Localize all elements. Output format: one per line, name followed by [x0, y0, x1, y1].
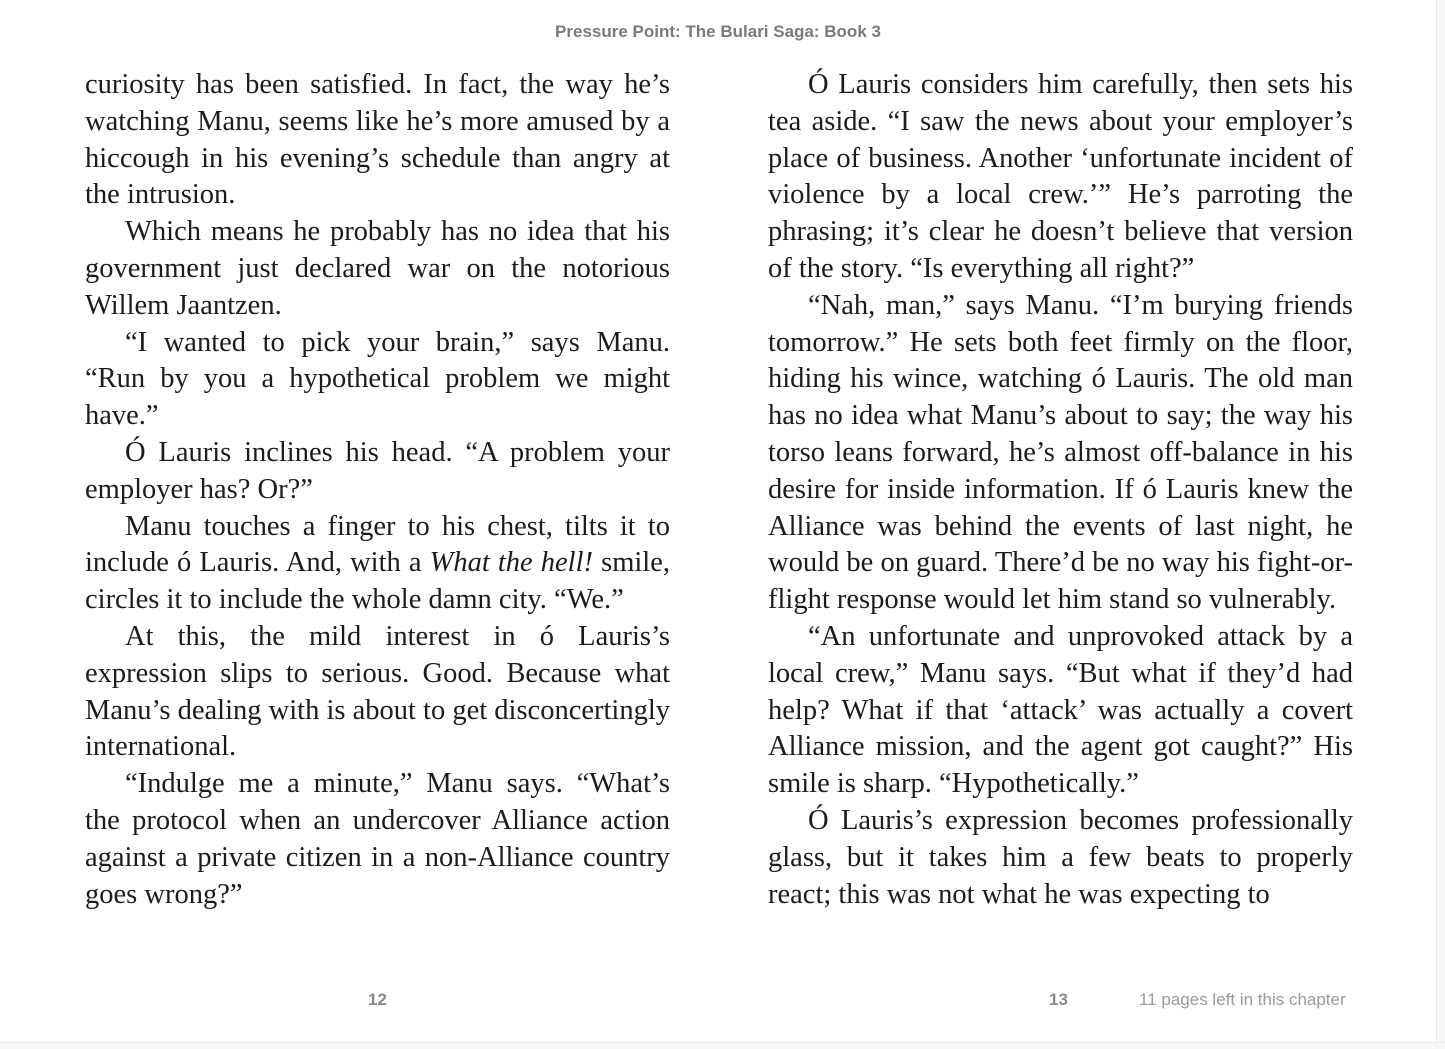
- paragraph: “Indulge me a minute,” Manu says. “What’s the protocol when an undercover Alliance action against a private citizen in a non-Alliance country goes wrong?”: [85, 768, 670, 910]
- paragraph: curiosity has been satisfied. In fact, the way he’s watching Manu, seems like he’s more amused by a hiccough in his evening’s schedule than angry at the intrusion.: [85, 69, 670, 211]
- paragraph: Ó Lauris considers him carefully, then sets his tea aside. “I saw the news about your employer’s place of business. Another ‘unfortunate incident of violence by a local crew.’” He’s parroting the phrasing; it’s clear he doesn’t believe that version of the story. “Is everything all right?”: [768, 69, 1353, 284]
- window-edge-bottom: [0, 1042, 1445, 1049]
- paragraph: “Nah, man,” says Manu. “I’m burying friends tomorrow.” He sets both feet firmly on the floor, hiding his wince, watching ó Lauris. The old man has no idea what Manu’s about to say; the way his torso leans forward, he’s almost off-balance in his desire for inside information. If ó Lauris knew the Alliance was behind the events of last night, he would be on guard. There’d be no way his fight-or-flight response would let him stand so vulnerably.: [768, 289, 1353, 616]
- left-page-number: 12: [368, 990, 387, 1009]
- paragraph: “I wanted to pick your brain,” says Manu. “Run by you a hypothetical problem we might have.”: [85, 326, 670, 432]
- right-page[interactable]: [768, 67, 1353, 913]
- italic-phrase: What the hell!: [429, 547, 594, 579]
- right-page-number: 13: [1049, 990, 1068, 1009]
- paragraph-text: smile, circles it to include the whole damn city. “We.”: [85, 547, 670, 616]
- paragraph: “An unfortunate and unprovoked attack by a local crew,” Manu says. “But what if they’d had help? What if that ‘attack’ was actually a covert Alliance mission, and the agent got caught?” His smile is sharp. “Hypothetically.”: [768, 620, 1353, 800]
- paragraph-text: Manu touches a finger to his chest, tilts it to include ó Lauris. And, with a: [85, 510, 670, 579]
- paragraph: Which means he probably has no idea that his government just declared war on the notorious Willem Jaantzen.: [85, 216, 670, 321]
- left-page[interactable]: [85, 67, 670, 913]
- chapter-pages-left: 11 pages left in this chapter: [1139, 990, 1346, 1009]
- window-edge-right: [1436, 0, 1445, 1049]
- book-title: Pressure Point: The Bulari Saga: Book 3: [555, 22, 881, 41]
- paragraph: Ó Lauris’s expression becomes professionally glass, but it takes him a few beats to properly react; this was not what he was expecting to: [768, 804, 1353, 910]
- paragraph: [85, 509, 670, 619]
- paragraph: Ó Lauris inclines his head. “A problem your employer has? Or?”: [85, 436, 670, 505]
- paragraph: At this, the mild interest in ó Lauris’s expression slips to serious. Good. Because what Manu’s dealing with is about to get disconcertingly international.: [85, 620, 670, 763]
